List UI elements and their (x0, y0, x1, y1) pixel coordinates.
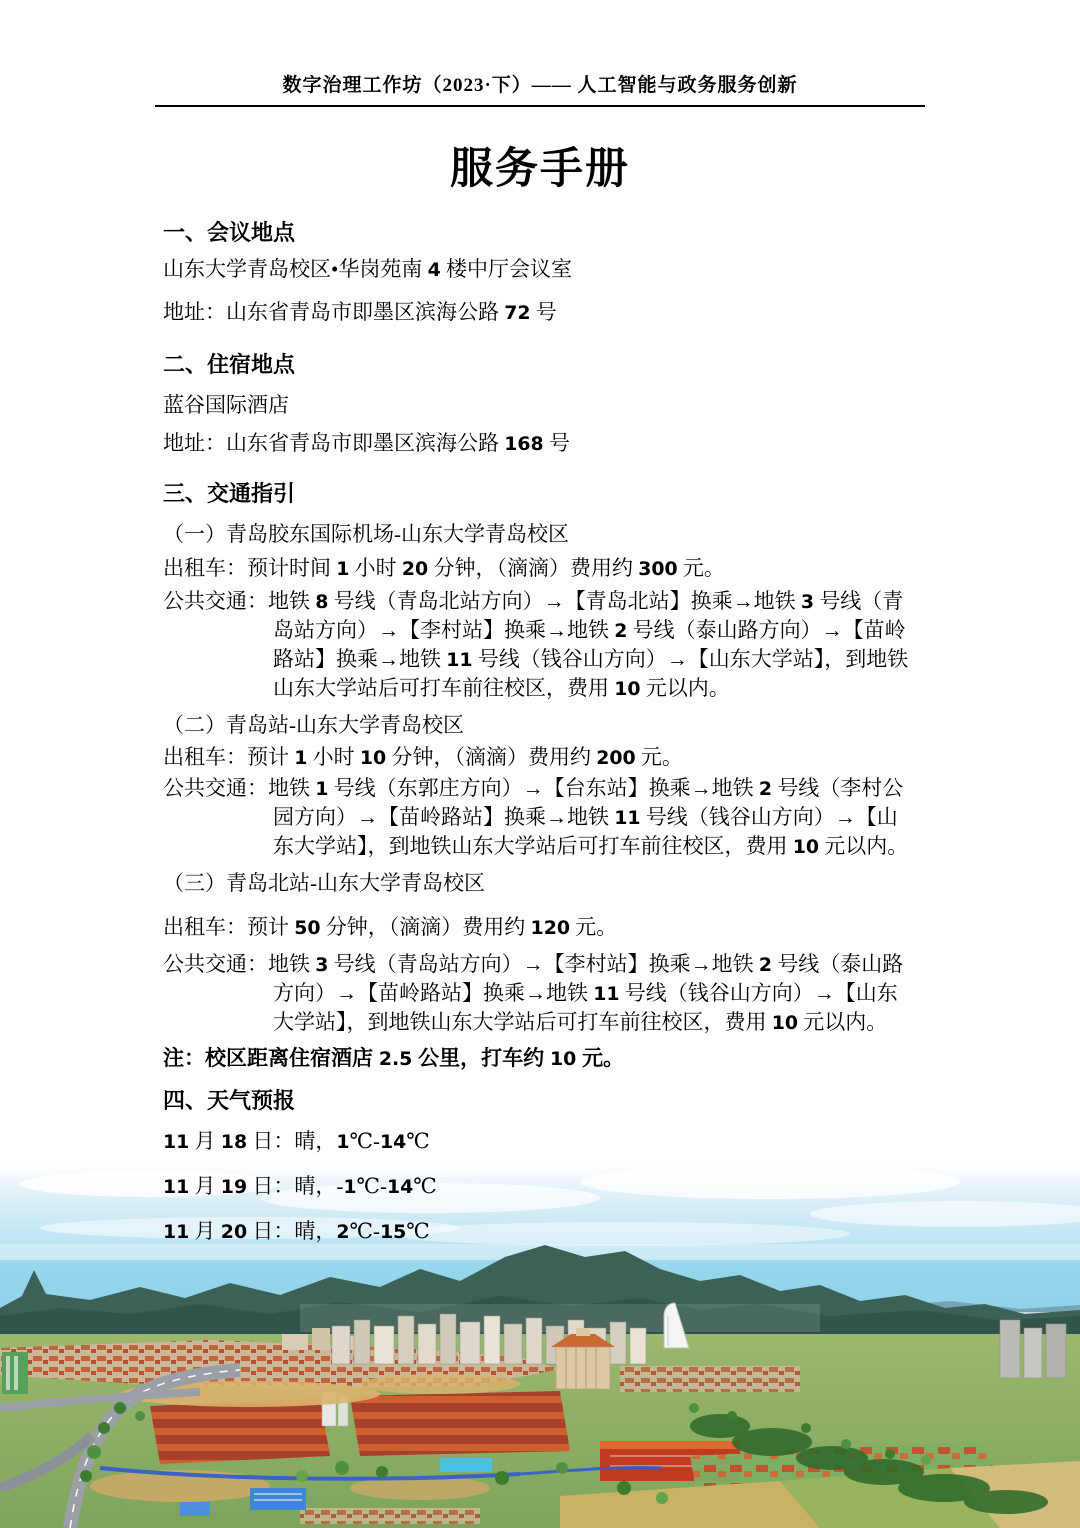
route-taxi-info: 出租车：预计 50 分钟，（滴滴）费用约 120 元。 (163, 915, 618, 939)
weather-day: 11 月 19 日：晴，-1℃-14℃ (163, 1174, 437, 1198)
document-page (163, 0, 917, 1246)
transit-line: 山东大学站后可打车前往校区，费用 10 元以内。 (273, 676, 730, 700)
transit-line: 公共交通：地铁 3 号线（青岛站方向）→【李村站】换乘→地铁 2 号线（泰山路 (163, 952, 904, 976)
page-header: 数字治理工作坊（2023·下）—— 人工智能与政务服务创新 (282, 75, 798, 96)
section-heading-transport: 三、交通指引 (163, 481, 296, 506)
route-taxi-info: 出租车：预计 1 小时 10 分钟，（滴滴）费用约 200 元。 (163, 745, 683, 769)
section-heading-meeting: 一、会议地点 (163, 220, 296, 245)
route-public-transit (163, 587, 917, 703)
route-taxi-info: 出租车：预计时间 1 小时 20 分钟，（滴滴）费用约 300 元。 (163, 556, 725, 580)
page-title: 服务手册 (450, 145, 630, 193)
meeting-venue: 山东大学青岛校区•华岗苑南 4 楼中厅会议室 (163, 257, 573, 281)
meeting-address: 地址：山东省青岛市即墨区滨海公路 72 号 (163, 300, 557, 324)
transit-line: 岛站方向）→【李村站】换乘→地铁 2 号线（泰山路方向）→【苗岭 (273, 618, 906, 642)
section-heading-hotel: 二、住宿地点 (163, 352, 296, 377)
hotel-name: 蓝谷国际酒店 (163, 393, 289, 417)
hotel-address: 地址：山东省青岛市即墨区滨海公路 168 号 (163, 431, 570, 455)
route-title: （二）青岛站-山东大学青岛校区 (163, 713, 464, 737)
weather-day: 11 月 18 日：晴，1℃-14℃ (163, 1129, 430, 1153)
weather-day: 11 月 20 日：晴，2℃-15℃ (163, 1219, 430, 1243)
transit-line: 公共交通：地铁 8 号线（青岛北站方向）→【青岛北站】换乘→地铁 3 号线（青 (163, 589, 904, 613)
transit-line: 方向）→【苗岭路站】换乘→地铁 11 号线（钱谷山方向）→【山东 (273, 981, 898, 1005)
transit-line: 东大学站】，到地铁山东大学站后可打车前往校区，费用 10 元以内。 (273, 834, 909, 858)
transit-line: 园方向）→【苗岭路站】换乘→地铁 11 号线（钱谷山方向）→【山 (273, 805, 898, 829)
route-title: （一）青岛胶东国际机场-山东大学青岛校区 (163, 522, 569, 546)
header-rule (155, 105, 925, 107)
transit-line: 公共交通：地铁 1 号线（东郭庄方向）→【台东站】换乘→地铁 2 号线（李村公 (163, 776, 904, 800)
transit-line: 大学站】，到地铁山东大学站后可打车前往校区，费用 10 元以内。 (273, 1010, 888, 1034)
route-public-transit (163, 950, 917, 1037)
route-title: （三）青岛北站-山东大学青岛校区 (163, 871, 485, 895)
section-heading-weather: 四、天气预报 (163, 1088, 296, 1113)
route-public-transit (163, 774, 917, 861)
transport-note: 注：校区距离住宿酒店 2.5 公里，打车约 10 元。 (163, 1047, 625, 1070)
transit-line: 路站】换乘→地铁 11 号线（钱谷山方向）→【山东大学站】，到地铁 (273, 647, 909, 671)
